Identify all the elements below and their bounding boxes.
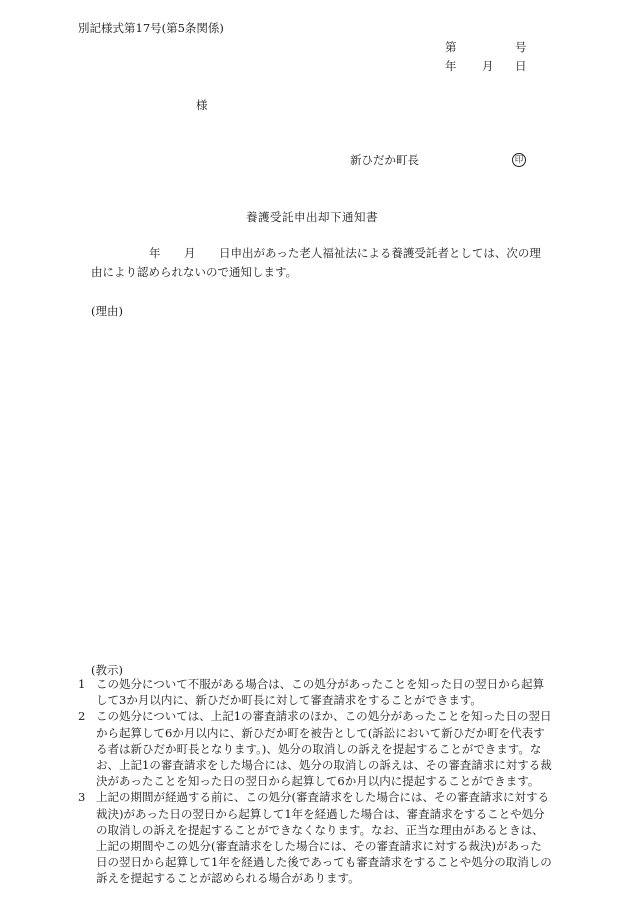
body-month: 月 xyxy=(184,246,196,260)
seal-mark xyxy=(512,152,526,167)
instruction-text: この処分について不服がある場合は、この処分があったことを知った日の翌日から起算して3か月以内に、新ひだか町長に対して審査請求をすることができます。 xyxy=(96,677,545,708)
form-label: 別記様式第17号(第5条関係) xyxy=(78,21,224,35)
reason-label: (理由) xyxy=(91,304,123,318)
body-line1-rest: 日申出があった老人福祉法による養護受託者としては、次の理 xyxy=(219,246,541,260)
doc-number-suffix: 号 xyxy=(515,40,527,54)
document-title: 養護受託申出却下通知書 xyxy=(246,210,378,224)
instruction-list xyxy=(78,676,553,887)
instruction-number: 2 xyxy=(78,709,86,724)
body-year: 年 xyxy=(149,246,161,260)
instruction-text: この処分については、上記1の審査請求のほか、この処分があったことを知った日の翌日から起算して6か月以内に、新ひだか町を被告として(訴訟において新ひだか町を代表する者は新ひだか町長となります。)、処分の取消しの訴えを提起することができます。なお、上記1の審査請求をした場合には、処分の取消しの訴えは、その審査請求に対する裁決があったことを知った日の翌日から起算して6か月以内に提起することができます。 xyxy=(96,709,552,789)
date-year: 年 xyxy=(445,59,457,73)
date-month: 月 xyxy=(482,59,494,73)
recipient-honorific: 様 xyxy=(196,98,208,112)
instruction-text: 上記の期間が経過する前に、この処分(審査請求をした場合には、その審査請求に対する裁決)があった日の翌日から起算して1年を経過した場合は、審査請求をすることや処分の取消しの訴えを提起することができなくなります。なお、正当な理由があるときは、上記の期間やこの処分(審査請求をした場合には、その審査請求に対する裁決)があった日の翌日から起算して1年を経過した後であっても審査請求をすることや処分の取消しの訴えを提起することが認められる場合があります。 xyxy=(96,790,552,886)
issuer-name: 新ひだか町長 xyxy=(350,153,419,167)
doc-number-prefix: 第 xyxy=(445,40,457,54)
instruction-number: 1 xyxy=(78,677,86,691)
instruction-number: 3 xyxy=(78,790,86,805)
seal-icon: 印 xyxy=(512,153,526,167)
instruction-label: (教示) xyxy=(91,663,123,677)
body-line2: 由により認められないので通知します。 xyxy=(91,265,298,279)
date-day: 日 xyxy=(515,59,527,73)
instruction-item-2 xyxy=(78,708,553,789)
instruction-item-3 xyxy=(78,789,553,886)
instruction-item-1 xyxy=(78,676,553,708)
